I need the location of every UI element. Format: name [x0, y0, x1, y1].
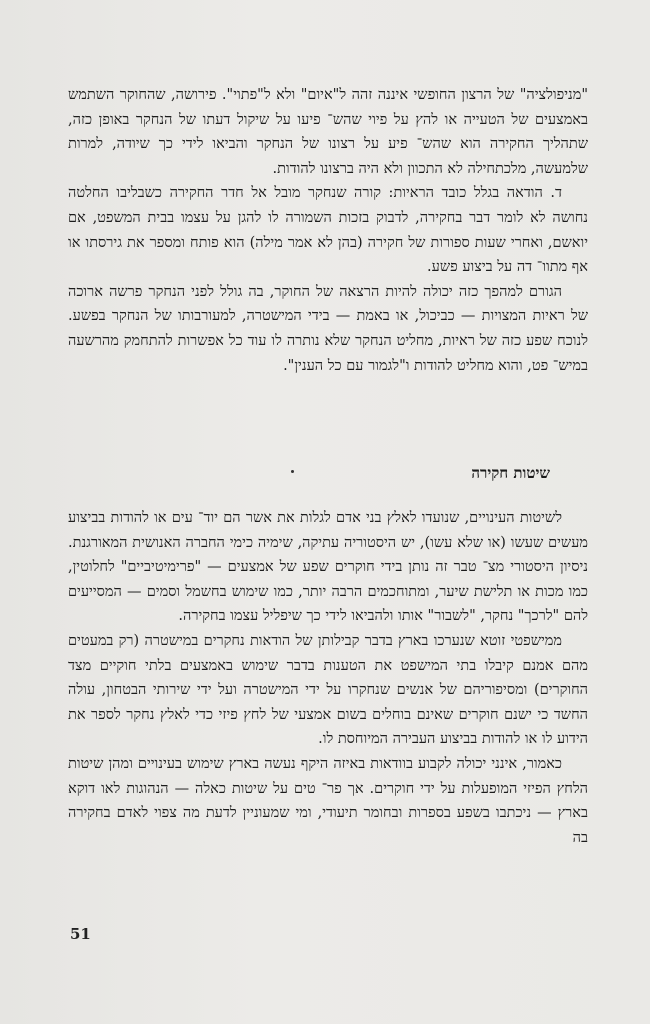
section-heading: שיטות חקירה: [471, 464, 550, 482]
paragraph: ד. הודאה בגלל כובד הראיות: קורה שנחקר מובל אל חדר החקירה כשבליבו החלטה נחושה לא לומר דבר בחקירה, לדבוק בזכות השמורה לו להגן על עצמו בבית המשפט, אם יואשם, ואחרי שעות ספורות של חקירה (בהן לא אמר מילה) הוא פותח ומספר את גירסתו או אף מתוו־ דה על ביצוע פשע.: [68, 185, 588, 276]
paragraph: "מניפולציה" של הרצון החופשי איננה זהה ל"איום" ולא ל"פתוי". פירושה, שהחוקר השתמש באמצעים של הטעייה או להץ על פיוי שהש־ פיעו על שיקול דעתו של הנחקר באופן כזה, שתהליך החקירה הוא שהש־ פיע על רצונו של הנחקר והביאו לידי כך שיודה, למרות שלמעשה, מלכתחילה לא התכוון ולא היה ברצונו להודות.: [68, 87, 588, 177]
page-number: 51: [70, 925, 91, 943]
paragraph: ממישפטי זוטא שנערכו בארץ בדבר קבילותן של הודאות נחקרים במישטרה (רק במעטים מהם אמנם קיבלו בתי המישפט את הטענות בדבר שימוש באמצעים בלתי חוקיים מצד החוקרים) ומסיפוריהם של אנשים שנחקרו על ידי המישטרה ועל ידי שירותי הבטחון, עולה החשד כי ישנם חוקרים שאינם בוחלים בשום אמצעי של לחץ פיזי כדי לאלץ נחקר לספר את הידוע לו או להודות בביצוע העבירה המיוחסת לו.: [68, 632, 588, 748]
paragraph: לשיטות העינויים, שנועדו לאלץ בני אדם לגלות את אשר הם יוד־ עים או להודות בביצוע מעשים שעשו (או שלא עשו), יש היסטוריה עתיקה, שימיה כימי החברה האנושית המאורגנת. ניסיון היסטורי מצ־ טבר זה נותן בידי חוקרים שפע של אמצעים — "פרימיטיביים" לחלוטין, כמו מכות או תלישת שיער, ומתוחכמים הרבה יותר, כמו שימוש בחשמל וסמים — המסייעים להם "לרכך" נחקר, "לשבור" אותו ולהביאו לידי כך שיפליל עצמו בחקירה.: [68, 510, 588, 625]
paragraph: כאמור, אינני יכולה לקבוע בוודאות באיזה היקף נעשה בארץ שימוש בעינויים ומהן שיטות הלחץ הפיזי המופעלות על ידי חוקרים. אך פר־ טים על שיטות כאלה — הנהוגות לאו דוקא בארץ — ניכתבו בשפע בספרות ובחומר תיעודי, ומי שמעוניין לדעת מה צפוי לאדם בחקירה בה: [68, 755, 588, 846]
paragraph: הגורם למהפך כזה יכולה להיות הרצאה של החוקר, בה גולל לפני הנחקר פרשה ארוכה של ראיות המצויות — כביכול, או באמת — בידי המישטרה, למעורבותו של הנחקר בפשע. לנוכח שפע כזה של ראיות, מחליט הנחקר שלא נותרה לו עוד כל אפשרות להתחמק מהרשעה במיש־ פט, והוא מחליט להודות ו"לגמור עם כל הענין".: [68, 283, 588, 374]
text-block-upper: [68, 83, 588, 378]
text-block-lower: [68, 506, 588, 850]
